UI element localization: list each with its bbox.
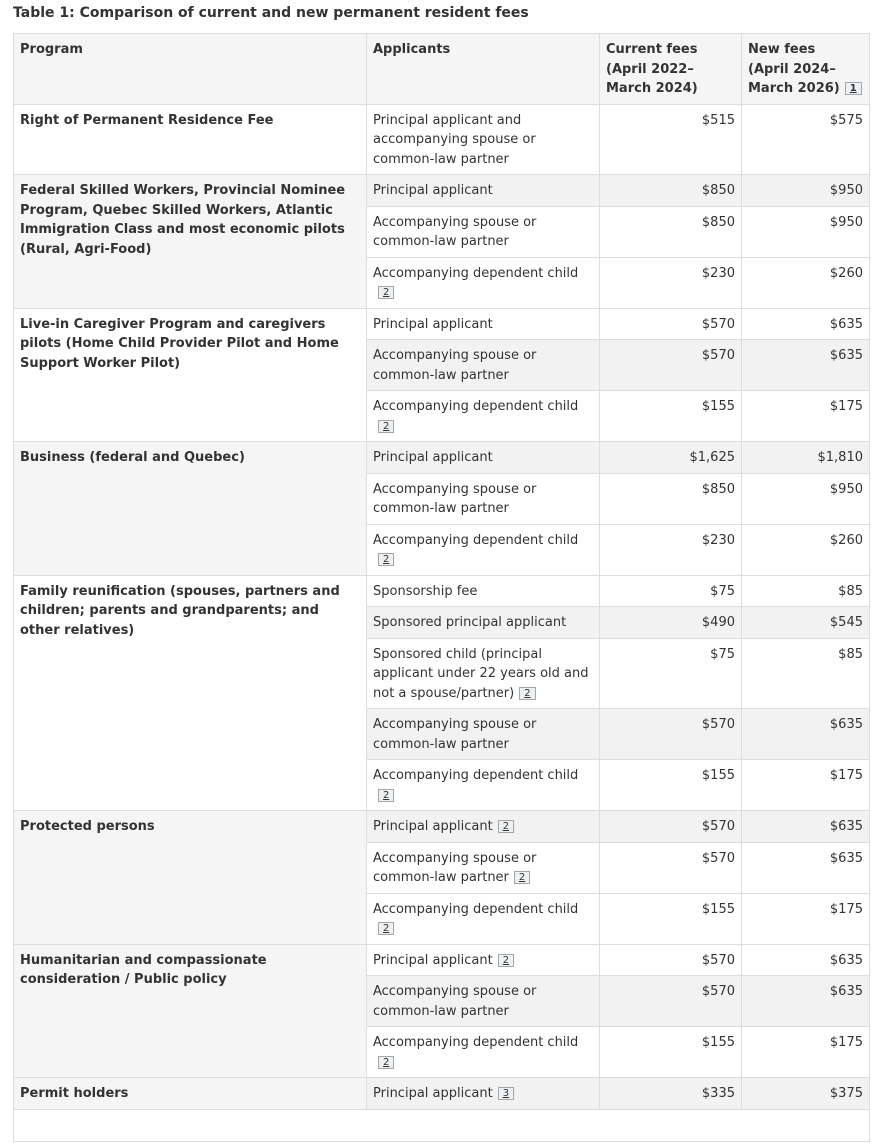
footnote-link[interactable]: 2: [378, 922, 394, 935]
new-fee-cell: $635: [742, 944, 870, 976]
new-fee-cell: $260: [742, 524, 870, 575]
header-current-fees: [600, 34, 742, 105]
table-row: [14, 308, 870, 340]
table-row: [14, 175, 870, 207]
empty-cell: [14, 1109, 870, 1141]
footnote-link[interactable]: 2: [498, 820, 514, 833]
footnote-link[interactable]: 2: [378, 1056, 394, 1069]
header-new-line2: (April 2024–: [748, 61, 836, 77]
applicant-label: Accompanying dependent child: [373, 265, 579, 281]
program-cell: Permit holders: [14, 1078, 367, 1110]
applicant-cell: [367, 893, 600, 944]
footnote-link[interactable]: 2: [514, 871, 530, 884]
applicant-cell: [367, 524, 600, 575]
footnote-link[interactable]: 2: [519, 687, 535, 700]
applicant-label: Principal applicant and accompanying spouse or common-law partner: [373, 112, 536, 167]
new-fee-cell: $950: [742, 473, 870, 524]
table-row: [14, 575, 870, 607]
current-fee-cell: $490: [600, 607, 742, 639]
table-row: [14, 944, 870, 976]
current-fee-cell: $570: [600, 811, 742, 843]
new-fee-cell: $260: [742, 257, 870, 308]
applicant-cell: [367, 811, 600, 843]
header-new-fees: [742, 34, 870, 105]
new-fee-cell: $635: [742, 709, 870, 760]
header-applicants: Applicants: [367, 34, 600, 105]
table-row: [14, 1078, 870, 1110]
current-fee-cell: $570: [600, 976, 742, 1027]
new-fee-cell: $175: [742, 893, 870, 944]
new-fee-cell: $85: [742, 638, 870, 709]
applicant-label: Accompanying dependent child: [373, 532, 579, 548]
applicant-label: Accompanying dependent child: [373, 768, 579, 783]
table-caption: Table 1: Comparison of current and new permanent resident fees: [13, 5, 529, 21]
applicant-label: Sponsored principal applicant: [373, 615, 567, 630]
applicant-label: Accompanying spouse or common-law partner: [373, 481, 537, 516]
footnote-link[interactable]: 2: [378, 789, 394, 802]
applicant-label: Accompanying dependent child: [373, 1035, 579, 1050]
new-fee-cell: $575: [742, 104, 870, 175]
fees-table: [13, 33, 870, 1142]
current-fee-cell: $850: [600, 473, 742, 524]
applicant-cell: [367, 442, 600, 474]
applicant-cell: [367, 1027, 600, 1078]
applicant-cell: [367, 257, 600, 308]
current-fee-cell: $1,625: [600, 442, 742, 474]
applicant-cell: [367, 575, 600, 607]
table-row: [14, 1109, 870, 1141]
header-current-line1: Current fees: [606, 42, 698, 57]
new-fee-cell: $635: [742, 308, 870, 340]
applicant-label: Accompanying spouse or common-law partner: [373, 348, 537, 383]
header-current-line2: (April 2022–: [606, 61, 694, 77]
program-cell: Federal Skilled Workers, Provincial Nominee Program, Quebec Skilled Workers, Atlantic Immigration Class and most economic pilots (Rural, Agri-Food): [14, 175, 367, 309]
header-current-line3: March 2024): [606, 81, 698, 96]
current-fee-cell: $850: [600, 206, 742, 257]
applicant-label: Principal applicant: [373, 1086, 493, 1101]
applicant-label: Accompanying dependent child: [373, 399, 579, 414]
applicant-label: Accompanying spouse or common-law partner: [373, 850, 537, 885]
applicant-cell: [367, 842, 600, 893]
header-new-line3: March 2026): [748, 81, 840, 96]
new-fee-cell: $635: [742, 976, 870, 1027]
current-fee-cell: $570: [600, 340, 742, 391]
new-fee-cell: $175: [742, 391, 870, 442]
footnote-link[interactable]: 2: [498, 954, 514, 967]
program-cell: Protected persons: [14, 811, 367, 945]
new-fee-cell: $545: [742, 607, 870, 639]
applicant-cell: [367, 976, 600, 1027]
applicant-label: Accompanying spouse or common-law partner: [373, 717, 537, 752]
current-fee-cell: $850: [600, 175, 742, 207]
current-fee-cell: $155: [600, 760, 742, 811]
applicant-label: Accompanying spouse or common-law partner: [373, 214, 537, 249]
header-new-line1: New fees: [748, 42, 816, 57]
applicant-label: Principal applicant: [373, 183, 493, 198]
current-fee-cell: $570: [600, 842, 742, 893]
footnote-link[interactable]: 2: [378, 286, 394, 299]
new-fee-cell: $950: [742, 175, 870, 207]
current-fee-cell: $570: [600, 308, 742, 340]
table-row: [14, 104, 870, 175]
program-cell: Right of Permanent Residence Fee: [14, 104, 367, 175]
current-fee-cell: $155: [600, 893, 742, 944]
applicant-cell: [367, 391, 600, 442]
applicant-cell: [367, 1078, 600, 1110]
new-fee-cell: $635: [742, 842, 870, 893]
new-fee-cell: $85: [742, 575, 870, 607]
applicant-label: Sponsorship fee: [373, 583, 478, 599]
applicant-cell: [367, 473, 600, 524]
current-fee-cell: $155: [600, 391, 742, 442]
footnote-link[interactable]: 1: [845, 82, 862, 95]
applicant-cell: [367, 638, 600, 709]
applicant-label: Principal applicant: [373, 316, 493, 332]
program-cell: Humanitarian and compassionate consideration / Public policy: [14, 944, 367, 1078]
applicant-cell: [367, 709, 600, 760]
header-program: Program: [14, 34, 367, 105]
footnote-link[interactable]: 3: [498, 1087, 514, 1100]
applicant-cell: [367, 206, 600, 257]
current-fee-cell: $230: [600, 524, 742, 575]
current-fee-cell: $515: [600, 104, 742, 175]
applicant-cell: [367, 340, 600, 391]
footnote-link[interactable]: 2: [378, 553, 394, 566]
applicant-label: Principal applicant: [373, 450, 493, 465]
applicant-label: Principal applicant: [373, 952, 493, 968]
current-fee-cell: $570: [600, 944, 742, 976]
new-fee-cell: $175: [742, 760, 870, 811]
current-fee-cell: $570: [600, 709, 742, 760]
current-fee-cell: $75: [600, 638, 742, 709]
fees-table-body: [14, 104, 870, 1141]
applicant-label: Accompanying spouse or common-law partner: [373, 984, 537, 1019]
current-fee-cell: $155: [600, 1027, 742, 1078]
applicant-label: Principal applicant: [373, 819, 493, 834]
applicant-cell: [367, 760, 600, 811]
new-fee-cell: $1,810: [742, 442, 870, 474]
current-fee-cell: $230: [600, 257, 742, 308]
applicant-cell: [367, 175, 600, 207]
current-fee-cell: $335: [600, 1078, 742, 1110]
program-cell: Business (federal and Quebec): [14, 442, 367, 576]
footnote-link[interactable]: 2: [378, 420, 394, 433]
current-fee-cell: $75: [600, 575, 742, 607]
applicant-label: Accompanying dependent child: [373, 901, 579, 917]
program-cell: Family reunification (spouses, partners and children; parents and grandparents; and other relatives): [14, 575, 367, 811]
applicant-cell: [367, 308, 600, 340]
new-fee-cell: $375: [742, 1078, 870, 1110]
applicant-cell: [367, 104, 600, 175]
table-row: [14, 811, 870, 843]
program-cell: Live-in Caregiver Program and caregivers pilots (Home Child Provider Pilot and Home Support Worker Pilot): [14, 308, 367, 442]
header-row: [14, 34, 870, 105]
applicant-cell: [367, 607, 600, 639]
applicant-label: Sponsored child (principal applicant under 22 years old and not a spouse/partner): [373, 646, 589, 701]
new-fee-cell: $175: [742, 1027, 870, 1078]
new-fee-cell: $950: [742, 206, 870, 257]
table-row: [14, 442, 870, 474]
new-fee-cell: $635: [742, 811, 870, 843]
new-fee-cell: $635: [742, 340, 870, 391]
applicant-cell: [367, 944, 600, 976]
